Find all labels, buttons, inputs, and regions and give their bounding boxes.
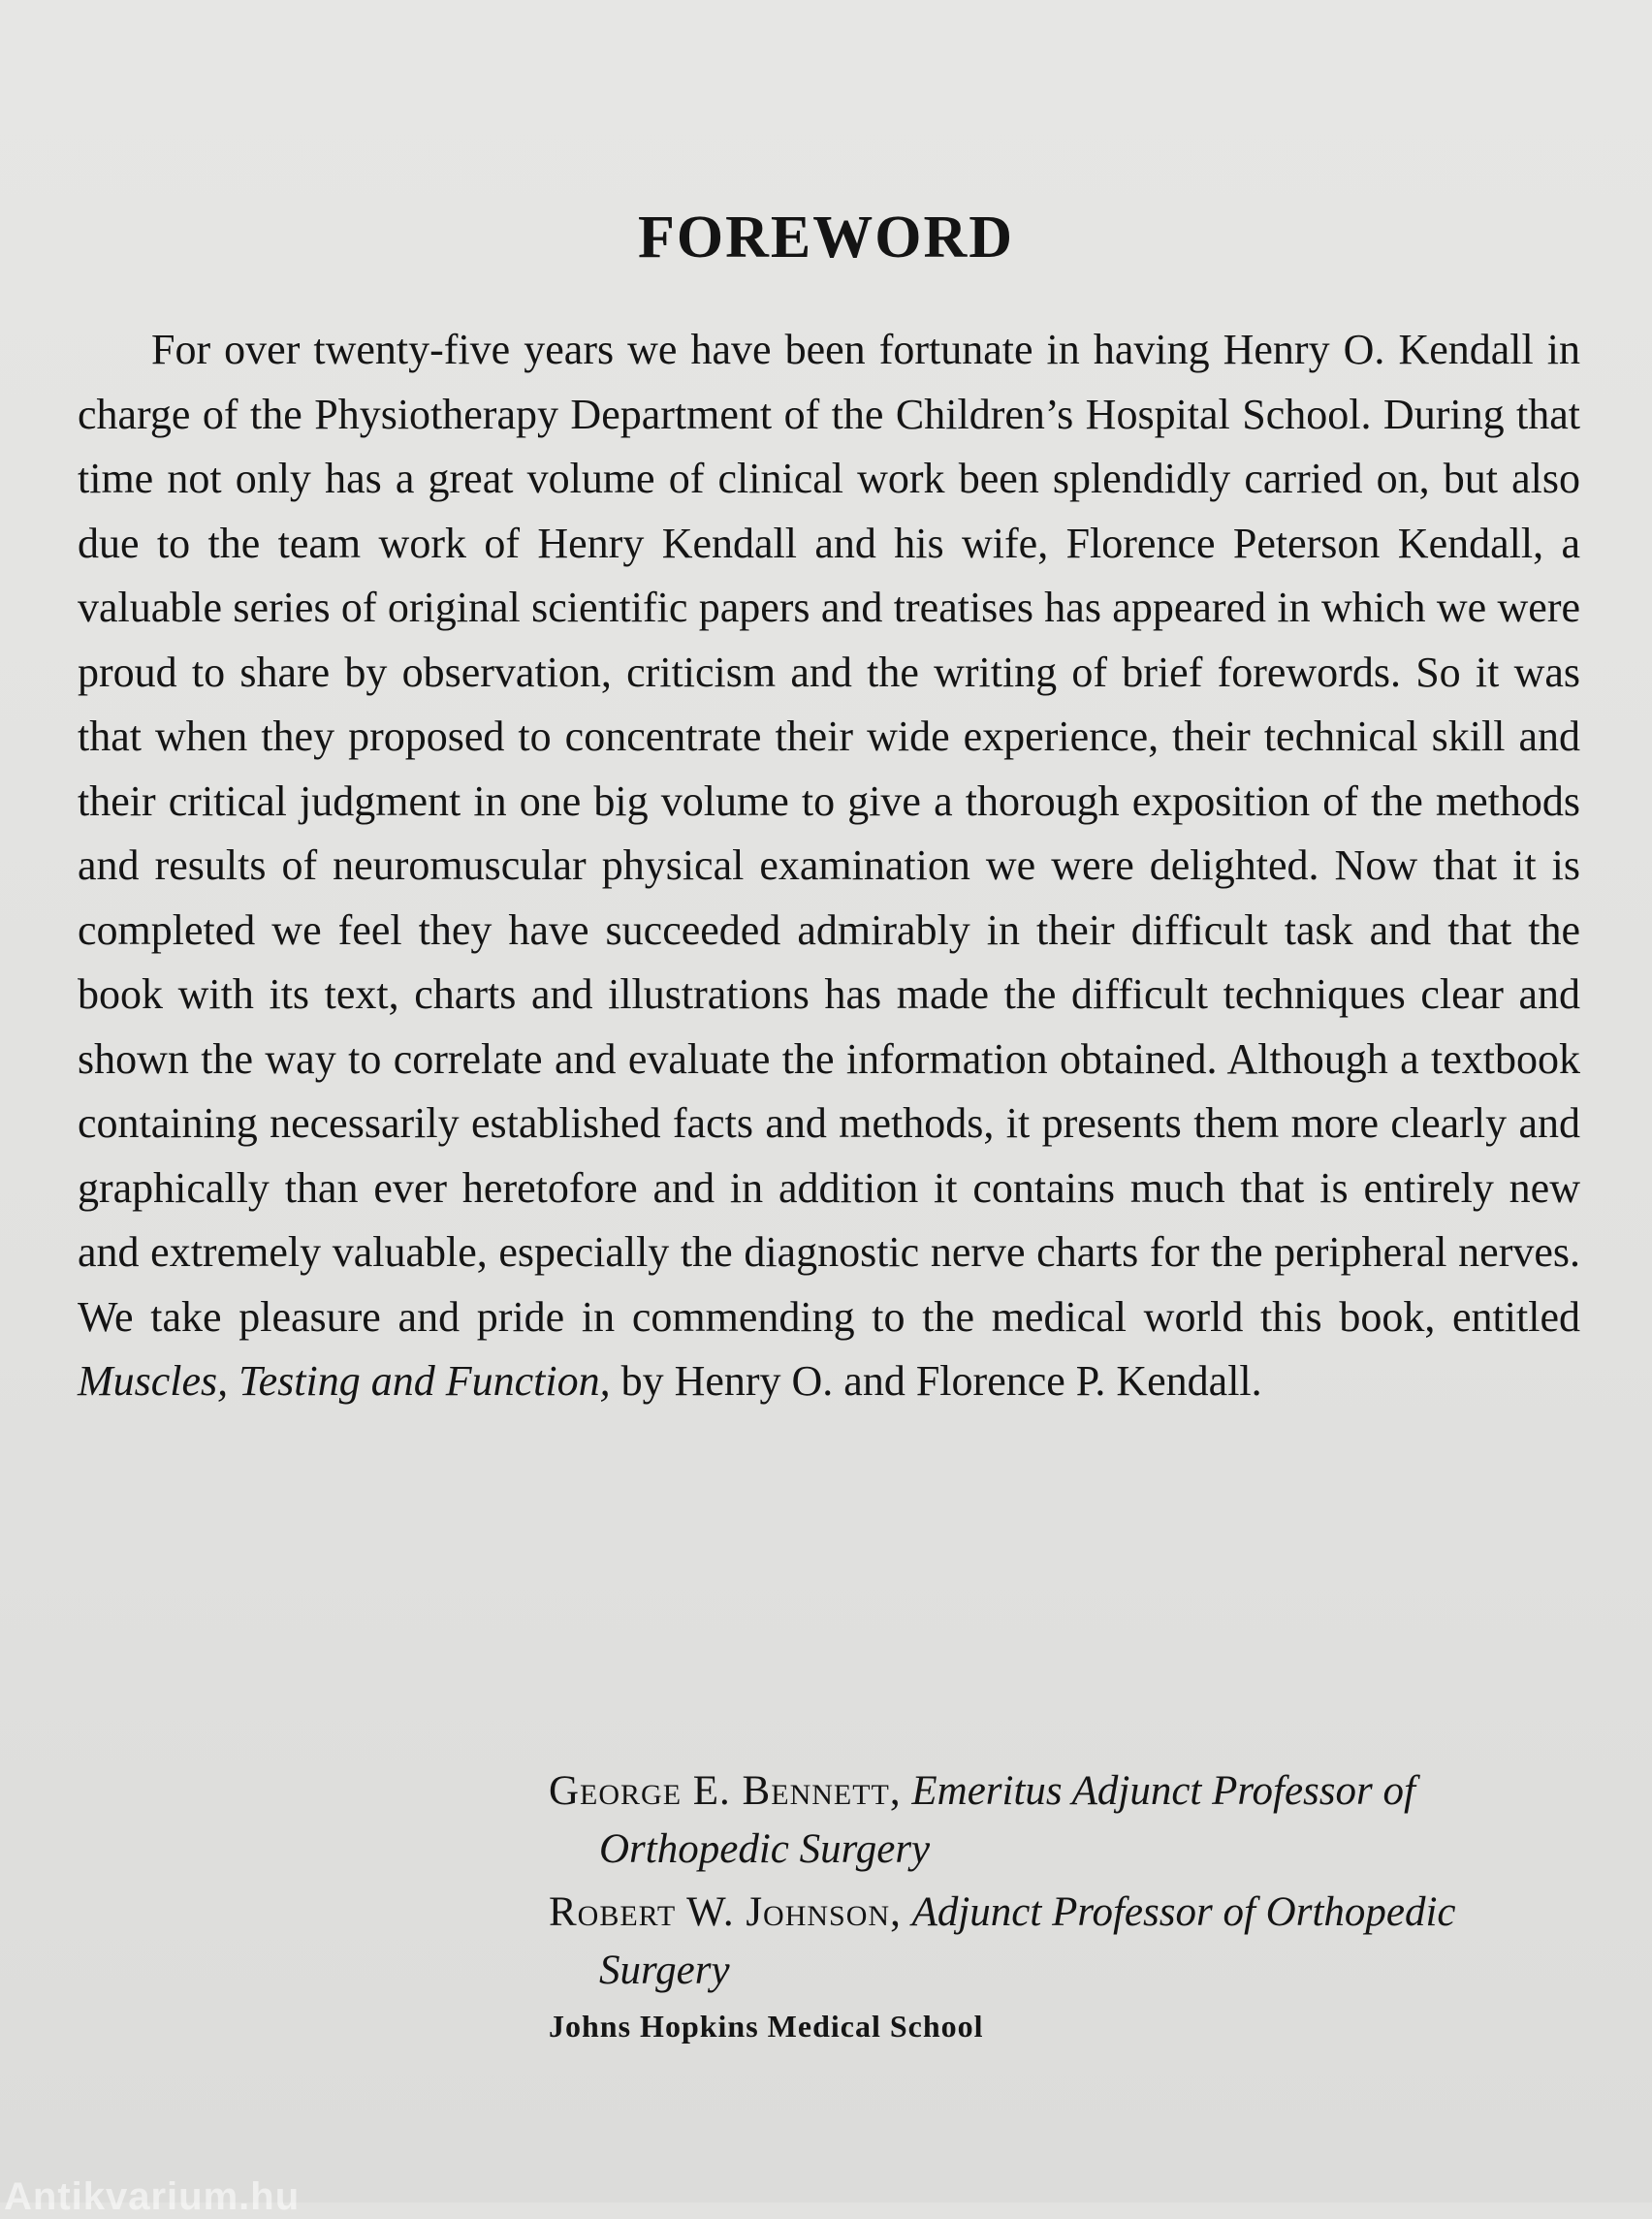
signatory-bennett xyxy=(549,1762,1580,1879)
page-title: FOREWORD xyxy=(638,205,1014,270)
signatory-role: Adjunct Professor of Orthopedic Surgery xyxy=(599,1889,1456,1993)
signatory-name: George E. Bennett, xyxy=(549,1768,902,1814)
watermark: Antikvarium.hu xyxy=(4,2175,301,2218)
signatory-name: Robert W. Johnson, xyxy=(549,1889,902,1935)
signature-block xyxy=(549,1762,1580,2047)
signatory-johnson xyxy=(549,1884,1580,2000)
affiliation: Johns Hopkins Medical School xyxy=(549,2009,984,2044)
paragraph-text-after-title: by Henry O. and Florence P. Kendall. xyxy=(620,1357,1262,1405)
foreword-paragraph xyxy=(78,318,1580,1414)
book-title: Muscles, Testing and Function, xyxy=(78,1357,611,1405)
signatory-role: Emeritus Adjunct Professor of Orthopedic Surgery xyxy=(599,1768,1415,1872)
paragraph-text-before-title: For over twenty-five years we have been fortunate in having Henry O. Kendall in charge of the Physiotherapy Department of the Children’s Hospital School. During that time not only has a great volume of clinical work been splendidly carried on, but also due to the team work of Henry Kendall and his wife, Florence Peterson Kendall, a valuable series of original scientific papers and treatises has appeared in which we were proud to share by observation, criticism and the writing of brief forewords. So it was that when they proposed to concentrate their wide experience, their technical skill and their critical judgment in one big volume to give a thorough exposition of the methods and results of neuromuscular physical examination we were delighted. Now that it is completed we feel they have succeeded admirably in their difficult task and that the book with its text, charts and illustrations has made the difficult techniques clear and shown the way to correlate and evaluate the information obtained. Although a textbook containing necessarily established facts and methods, it presents them more clearly and graphically than ever heretofore and in addition it contains much that is entirely new and extremely valuable, especially the diagnostic nerve charts for the peripheral nerves. We take pleasure and pride in commending to the medical world this book, entitled xyxy=(78,326,1580,1341)
